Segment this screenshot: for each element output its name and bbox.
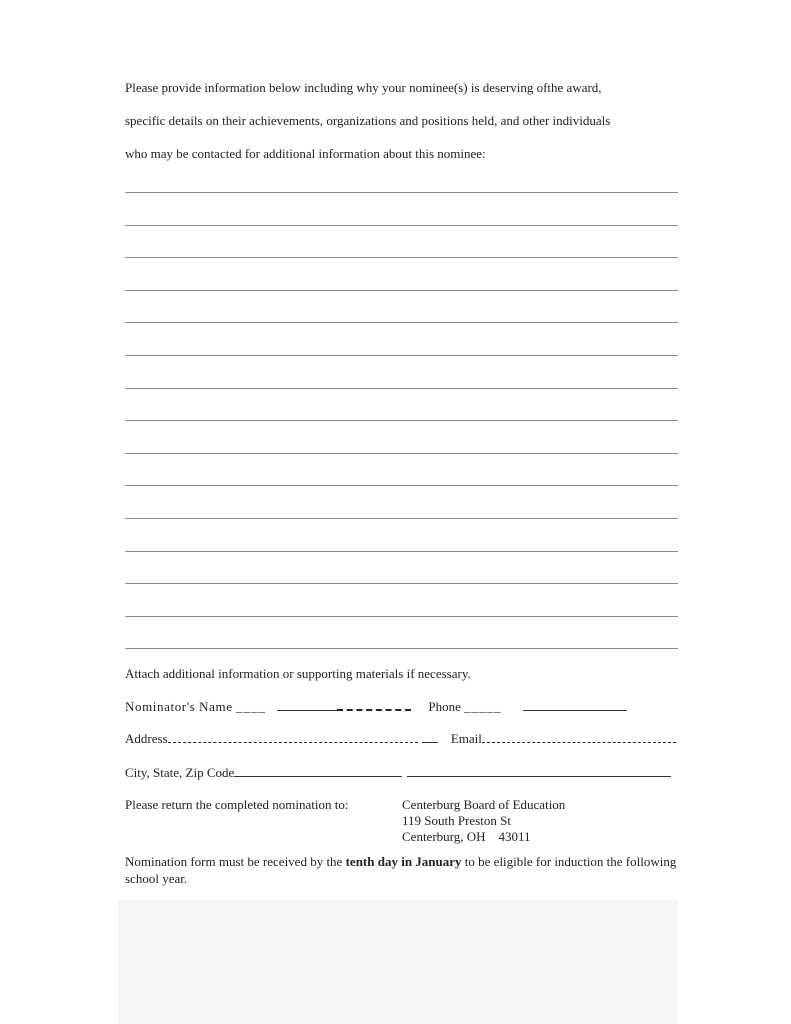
- return-label: Please return the completed nomination to:: [125, 797, 349, 812]
- return-address: [402, 797, 565, 845]
- deadline-note: [125, 853, 685, 887]
- address-row: [125, 731, 676, 747]
- writing-line[interactable]: [125, 226, 678, 259]
- return-city: Centerburg, OH 43011: [402, 829, 531, 844]
- writing-line[interactable]: [125, 584, 678, 617]
- writing-line[interactable]: [125, 486, 678, 519]
- nominator-name-field[interactable]: [277, 699, 337, 711]
- writing-line[interactable]: [125, 454, 678, 487]
- writing-line[interactable]: [125, 323, 678, 356]
- nominator-name-row: [125, 698, 627, 715]
- writing-line[interactable]: [125, 193, 678, 226]
- state-field[interactable]: [407, 765, 524, 777]
- scan-shadow: [118, 900, 678, 1024]
- address-field[interactable]: [168, 731, 418, 743]
- writing-line[interactable]: [125, 617, 678, 650]
- nominator-name-dashes: ____: [235, 699, 266, 714]
- attach-note: Attach additional information or supporting materials if necessary.: [125, 666, 471, 681]
- phone-label: Phone: [428, 699, 461, 714]
- writing-line[interactable]: [125, 552, 678, 585]
- deadline-note-start: Nomination form must be received by the: [125, 854, 346, 869]
- return-street: 119 South Preston St: [402, 813, 511, 828]
- address-field-ext[interactable]: [422, 731, 438, 743]
- city-field[interactable]: [234, 765, 402, 777]
- writing-line[interactable]: [125, 258, 678, 291]
- address-label: Address: [125, 731, 168, 746]
- phone-field[interactable]: [523, 699, 627, 711]
- email-label: Email: [450, 731, 482, 746]
- zip-field[interactable]: [524, 765, 671, 777]
- writing-line[interactable]: [125, 519, 678, 552]
- phone-dashes: _____: [464, 699, 502, 714]
- return-info: [125, 797, 566, 844]
- return-org: Centerburg Board of Education: [402, 797, 566, 812]
- deadline-note-bold: tenth day in January: [345, 854, 462, 869]
- nominator-name-field-ext[interactable]: [337, 698, 411, 711]
- city-label: City, State, Zip Code: [125, 765, 235, 780]
- intro-line-2: specific details on their achievements, organizations and positions held, and other individuals: [125, 113, 611, 128]
- writing-line[interactable]: [125, 356, 678, 389]
- intro-line-3: who may be contacted for additional information about this nominee:: [125, 146, 486, 161]
- writing-line[interactable]: [125, 291, 678, 324]
- writing-lines[interactable]: [125, 190, 678, 649]
- writing-line[interactable]: [125, 421, 678, 454]
- nominator-name-label: Nominator's Name: [125, 699, 233, 714]
- city-row: [125, 765, 671, 781]
- intro-instructions: [125, 76, 685, 175]
- deadline-note-end: to be eligible for induction the following school year.: [125, 854, 677, 886]
- intro-line-1: Please provide information below including why your nominee(s) is deserving ofthe award,: [125, 80, 602, 95]
- writing-line[interactable]: [125, 389, 678, 422]
- email-field[interactable]: [482, 731, 676, 743]
